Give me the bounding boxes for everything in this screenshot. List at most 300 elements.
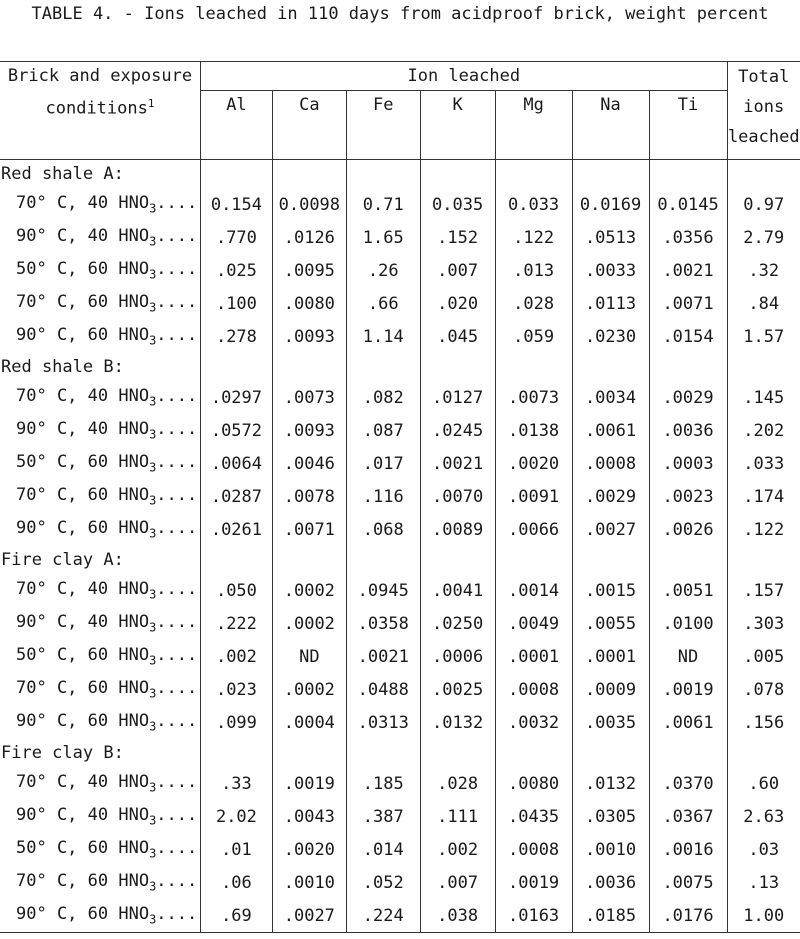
empty-cell	[495, 739, 572, 767]
condition-label	[0, 381, 200, 414]
ion-header-ti: Ti	[649, 91, 727, 160]
value-cell: .0358	[346, 607, 420, 640]
value-cell: .0572	[200, 414, 272, 447]
subscript: 3	[149, 333, 157, 348]
value-cell: .013	[495, 254, 572, 287]
value-cell: .082	[346, 381, 420, 414]
value-cell: .0027	[272, 899, 346, 933]
value-cell: .0064	[200, 447, 272, 480]
leader-dots: ....	[156, 579, 198, 600]
empty-cell	[572, 353, 649, 381]
value-cell: .0004	[272, 706, 346, 739]
empty-cell	[420, 739, 495, 767]
total-cell: 1.00	[727, 899, 800, 933]
leader-dots: ....	[156, 259, 198, 280]
empty-cell	[727, 546, 800, 574]
value-cell: .020	[420, 287, 495, 320]
condition-text: 70° C, 40 HNO	[16, 386, 150, 407]
value-cell: .0035	[572, 706, 649, 739]
value-cell: .0036	[649, 414, 727, 447]
table-row	[0, 414, 800, 447]
value-cell: 0.033	[495, 188, 572, 221]
value-cell: .0041	[420, 574, 495, 607]
ion-leached-group-header: Ion leached	[200, 62, 727, 91]
value-cell: .0245	[420, 414, 495, 447]
value-cell: .0132	[420, 706, 495, 739]
value-cell: .045	[420, 320, 495, 353]
table-row	[0, 320, 800, 353]
section-header-row	[0, 160, 800, 189]
table-row	[0, 833, 800, 866]
value-cell: .023	[200, 673, 272, 706]
value-cell: .0014	[495, 574, 572, 607]
ion-header-fe: Fe	[346, 91, 420, 160]
empty-cell	[572, 546, 649, 574]
condition-text: 70° C, 40 HNO	[16, 772, 150, 793]
value-cell: .0010	[572, 833, 649, 866]
value-cell: .0075	[649, 866, 727, 899]
subscript: 3	[149, 719, 157, 734]
table-row	[0, 513, 800, 546]
value-cell: .0008	[495, 833, 572, 866]
total-cell: 2.63	[743, 806, 785, 827]
total-cell: .005	[743, 646, 785, 667]
value-cell: .0370	[649, 767, 727, 800]
value-cell: .69	[200, 899, 272, 933]
subscript: 3	[149, 234, 157, 249]
value-cell: .0138	[495, 414, 572, 447]
subscript: 3	[149, 653, 157, 668]
subscript: 3	[149, 267, 157, 282]
total-cell: .03	[748, 839, 780, 860]
value-cell: .0089	[420, 513, 495, 546]
value-cell: 0.0098	[272, 188, 346, 221]
value-cell: .0073	[272, 381, 346, 414]
value-cell: .0046	[272, 447, 346, 480]
condition-label	[0, 706, 200, 739]
table-row	[0, 221, 800, 254]
subscript: 3	[149, 300, 157, 315]
value-cell: 1.14	[346, 320, 420, 353]
total-cell: .156	[743, 712, 785, 733]
condition-label	[0, 833, 200, 866]
empty-cell	[727, 353, 800, 381]
value-cell: 0.0145	[649, 188, 727, 221]
table-row	[0, 381, 800, 414]
value-cell: .116	[346, 480, 420, 513]
value-cell: .002	[420, 833, 495, 866]
value-cell: .66	[346, 287, 420, 320]
section-header-row	[0, 353, 800, 381]
value-cell: .224	[346, 899, 420, 933]
leader-dots: ....	[156, 838, 198, 859]
empty-cell	[572, 160, 649, 189]
subscript: 3	[149, 493, 157, 508]
value-cell: .0061	[572, 414, 649, 447]
condition-label	[0, 287, 200, 320]
value-cell: .0029	[649, 381, 727, 414]
section-label: Red shale A:	[0, 160, 200, 189]
value-cell: .0093	[272, 414, 346, 447]
leader-dots: ....	[156, 452, 198, 473]
condition-label	[0, 866, 200, 899]
value-cell: .770	[200, 221, 272, 254]
value-cell: .0051	[649, 574, 727, 607]
total-cell: 2.79	[743, 227, 785, 248]
footnote-mark: 1	[147, 97, 155, 110]
empty-cell	[649, 160, 727, 189]
condition-label	[0, 800, 200, 833]
value-cell: .0019	[495, 866, 572, 899]
ion-header-mg: Mg	[495, 91, 572, 160]
value-cell: .0020	[272, 833, 346, 866]
value-cell: .017	[346, 447, 420, 480]
value-cell: .0002	[272, 673, 346, 706]
table-row	[0, 767, 800, 800]
value-cell: .122	[495, 221, 572, 254]
value-cell: .0021	[649, 254, 727, 287]
condition-label	[0, 414, 200, 447]
section-label: Fire clay A:	[0, 546, 200, 574]
total-header-line2: ions	[743, 97, 785, 117]
leader-dots: ....	[156, 711, 198, 732]
total-cell: .60	[748, 773, 780, 794]
value-cell: .0032	[495, 706, 572, 739]
value-cell: ND	[272, 640, 346, 673]
condition-text: 90° C, 60 HNO	[16, 711, 150, 732]
value-cell: .01	[200, 833, 272, 866]
value-cell: .038	[420, 899, 495, 933]
value-cell: 0.035	[420, 188, 495, 221]
total-cell: .303	[743, 613, 785, 634]
subscript: 3	[149, 780, 157, 795]
value-cell: .0073	[495, 381, 572, 414]
empty-cell	[420, 353, 495, 381]
empty-cell	[649, 739, 727, 767]
value-cell: .087	[346, 414, 420, 447]
condition-label	[0, 574, 200, 607]
total-cell: .122	[743, 519, 785, 540]
total-cell: .202	[743, 420, 785, 441]
section-header-row	[0, 739, 800, 767]
value-cell: .0049	[495, 607, 572, 640]
subscript: 3	[149, 394, 157, 409]
empty-cell	[272, 546, 346, 574]
subscript: 3	[149, 460, 157, 475]
condition-text: 50° C, 60 HNO	[16, 838, 150, 859]
empty-cell	[272, 353, 346, 381]
table-body	[0, 160, 800, 933]
value-cell: .0021	[420, 447, 495, 480]
value-cell: .0127	[420, 381, 495, 414]
subscript: 3	[149, 526, 157, 541]
condition-text: 70° C, 60 HNO	[16, 678, 150, 699]
total-cell: .078	[743, 679, 785, 700]
value-cell: .278	[200, 320, 272, 353]
empty-cell	[649, 546, 727, 574]
value-cell: .100	[200, 287, 272, 320]
value-cell: .0126	[272, 221, 346, 254]
value-cell: .0080	[272, 287, 346, 320]
value-cell: .0003	[649, 447, 727, 480]
condition-text: 70° C, 60 HNO	[16, 485, 150, 506]
condition-label	[0, 320, 200, 353]
value-cell: .0261	[200, 513, 272, 546]
empty-cell	[200, 353, 272, 381]
condition-text: 90° C, 40 HNO	[16, 419, 150, 440]
value-cell: 2.02	[200, 800, 272, 833]
empty-cell	[420, 160, 495, 189]
condition-label	[0, 221, 200, 254]
value-cell: .0078	[272, 480, 346, 513]
value-cell: .0001	[572, 640, 649, 673]
leader-dots: ....	[156, 805, 198, 826]
total-header-line3: leached	[727, 127, 800, 147]
value-cell: .050	[200, 574, 272, 607]
total-column-header	[727, 62, 800, 160]
empty-cell	[346, 160, 420, 189]
value-cell: .059	[495, 320, 572, 353]
value-cell: .0435	[495, 800, 572, 833]
condition-text: 90° C, 40 HNO	[16, 612, 150, 633]
value-cell: .0230	[572, 320, 649, 353]
value-cell: .007	[420, 254, 495, 287]
value-cell: .0034	[572, 381, 649, 414]
table-row	[0, 447, 800, 480]
empty-cell	[346, 353, 420, 381]
value-cell: .0488	[346, 673, 420, 706]
empty-cell	[495, 353, 572, 381]
subscript: 3	[149, 813, 157, 828]
value-cell: .025	[200, 254, 272, 287]
value-cell: .002	[200, 640, 272, 673]
condition-text: 70° C, 60 HNO	[16, 292, 150, 313]
value-cell: .0095	[272, 254, 346, 287]
leader-dots: ....	[156, 485, 198, 506]
table-row	[0, 574, 800, 607]
condition-text: 90° C, 60 HNO	[16, 325, 150, 346]
leader-dots: ....	[156, 645, 198, 666]
value-cell: .0033	[572, 254, 649, 287]
value-cell: .0025	[420, 673, 495, 706]
total-cell: 1.57	[743, 326, 785, 347]
value-cell: .0023	[649, 480, 727, 513]
empty-cell	[649, 353, 727, 381]
value-cell: .0027	[572, 513, 649, 546]
value-cell: .0091	[495, 480, 572, 513]
empty-cell	[727, 160, 800, 189]
value-cell: ND	[649, 640, 727, 673]
value-cell: .0019	[272, 767, 346, 800]
condition-text: 70° C, 40 HNO	[16, 579, 150, 600]
table-row	[0, 188, 800, 221]
condition-label	[0, 480, 200, 513]
leader-dots: ....	[156, 226, 198, 247]
condition-text: 50° C, 60 HNO	[16, 259, 150, 280]
value-cell: .0019	[649, 673, 727, 706]
condition-label	[0, 447, 200, 480]
ion-header-ca: Ca	[272, 91, 346, 160]
subscript: 3	[149, 427, 157, 442]
table-row	[0, 899, 800, 933]
subscript: 3	[149, 686, 157, 701]
condition-label	[0, 513, 200, 546]
total-header-line1: Total	[738, 67, 790, 87]
condition-text: 70° C, 40 HNO	[16, 193, 150, 214]
value-cell: .0080	[495, 767, 572, 800]
section-header-row	[0, 546, 800, 574]
leader-dots: ....	[156, 193, 198, 214]
value-cell: .111	[420, 800, 495, 833]
table-title: TABLE 4. - Ions leached in 110 days from acidproof brick, weight percent	[31, 4, 769, 24]
value-cell: .0026	[649, 513, 727, 546]
value-cell: 1.65	[346, 221, 420, 254]
value-cell: .0132	[572, 767, 649, 800]
empty-cell	[727, 739, 800, 767]
table-row	[0, 254, 800, 287]
value-cell: .0061	[649, 706, 727, 739]
value-cell: .0029	[572, 480, 649, 513]
value-cell: .0163	[495, 899, 572, 933]
empty-cell	[346, 739, 420, 767]
condition-label	[0, 899, 200, 933]
value-cell: .0009	[572, 673, 649, 706]
value-cell: .26	[346, 254, 420, 287]
leader-dots: ....	[156, 904, 198, 925]
ion-header-k: K	[420, 91, 495, 160]
empty-cell	[272, 160, 346, 189]
total-cell: .13	[748, 872, 780, 893]
condition-text: 90° C, 60 HNO	[16, 518, 150, 539]
total-cell: .145	[743, 387, 785, 408]
empty-cell	[272, 739, 346, 767]
table-row	[0, 673, 800, 706]
total-cell: .174	[743, 486, 785, 507]
value-cell: .152	[420, 221, 495, 254]
condition-text: 70° C, 60 HNO	[16, 871, 150, 892]
subscript: 3	[149, 587, 157, 602]
leader-dots: ....	[156, 612, 198, 633]
condition-label	[0, 188, 200, 221]
condition-label	[0, 640, 200, 673]
leader-dots: ....	[156, 292, 198, 313]
value-cell: .0305	[572, 800, 649, 833]
leader-dots: ....	[156, 772, 198, 793]
subscript: 3	[149, 201, 157, 216]
value-cell: .0313	[346, 706, 420, 739]
empty-cell	[200, 546, 272, 574]
value-cell: .0020	[495, 447, 572, 480]
table-row	[0, 640, 800, 673]
table-row	[0, 480, 800, 513]
value-cell: .0008	[572, 447, 649, 480]
value-cell: .0367	[649, 800, 727, 833]
leader-dots: ....	[156, 518, 198, 539]
value-cell: .185	[346, 767, 420, 800]
value-cell: .068	[346, 513, 420, 546]
value-cell: .0297	[200, 381, 272, 414]
subscript: 3	[149, 846, 157, 861]
value-cell: 0.0169	[572, 188, 649, 221]
value-cell: .0070	[420, 480, 495, 513]
value-cell: .007	[420, 866, 495, 899]
leader-dots: ....	[156, 678, 198, 699]
leader-dots: ....	[156, 386, 198, 407]
subscript: 3	[149, 879, 157, 894]
subscript: 3	[149, 620, 157, 635]
value-cell: .0356	[649, 221, 727, 254]
subscript: 3	[149, 912, 157, 927]
total-cell: .157	[743, 580, 785, 601]
ion-leach-table	[0, 61, 800, 933]
value-cell: 0.71	[346, 188, 420, 221]
value-cell: .0010	[272, 866, 346, 899]
empty-cell	[495, 546, 572, 574]
leader-dots: ....	[156, 419, 198, 440]
empty-cell	[495, 160, 572, 189]
value-cell: .0006	[420, 640, 495, 673]
section-label: Fire clay B:	[0, 739, 200, 767]
condition-label	[0, 254, 200, 287]
brick-column-header-line2: conditions$^1$	[45, 97, 155, 119]
value-cell: .0043	[272, 800, 346, 833]
table-row	[0, 287, 800, 320]
condition-label	[0, 673, 200, 706]
value-cell: .0250	[420, 607, 495, 640]
empty-cell	[200, 739, 272, 767]
table-header	[0, 62, 800, 160]
condition-text: 50° C, 60 HNO	[16, 452, 150, 473]
value-cell: .028	[420, 767, 495, 800]
value-cell: .387	[346, 800, 420, 833]
value-cell: .014	[346, 833, 420, 866]
ion-header-na: Na	[572, 91, 649, 160]
empty-cell	[420, 546, 495, 574]
value-cell: .0066	[495, 513, 572, 546]
value-cell: .099	[200, 706, 272, 739]
value-cell: .0287	[200, 480, 272, 513]
condition-label	[0, 607, 200, 640]
table-row	[0, 607, 800, 640]
condition-label	[0, 767, 200, 800]
value-cell: 0.154	[200, 188, 272, 221]
empty-cell	[200, 160, 272, 189]
empty-cell	[346, 546, 420, 574]
value-cell: .0055	[572, 607, 649, 640]
condition-text: 90° C, 60 HNO	[16, 904, 150, 925]
leader-dots: ....	[156, 871, 198, 892]
value-cell: .0015	[572, 574, 649, 607]
value-cell: .0016	[649, 833, 727, 866]
condition-text: 90° C, 40 HNO	[16, 805, 150, 826]
value-cell: .0071	[649, 287, 727, 320]
value-cell: .0093	[272, 320, 346, 353]
total-cell: .84	[748, 293, 780, 314]
brick-column-header	[0, 62, 200, 160]
brick-column-header-line1: Brick and exposure	[7, 66, 193, 86]
value-cell: .33	[200, 767, 272, 800]
table-row	[0, 800, 800, 833]
value-cell: .0113	[572, 287, 649, 320]
value-cell: .0945	[346, 574, 420, 607]
value-cell: .0021	[346, 640, 420, 673]
value-cell: .0071	[272, 513, 346, 546]
value-cell: .0002	[272, 607, 346, 640]
value-cell: .0176	[649, 899, 727, 933]
leader-dots: ....	[156, 325, 198, 346]
value-cell: .0154	[649, 320, 727, 353]
condition-text: 90° C, 40 HNO	[16, 226, 150, 247]
